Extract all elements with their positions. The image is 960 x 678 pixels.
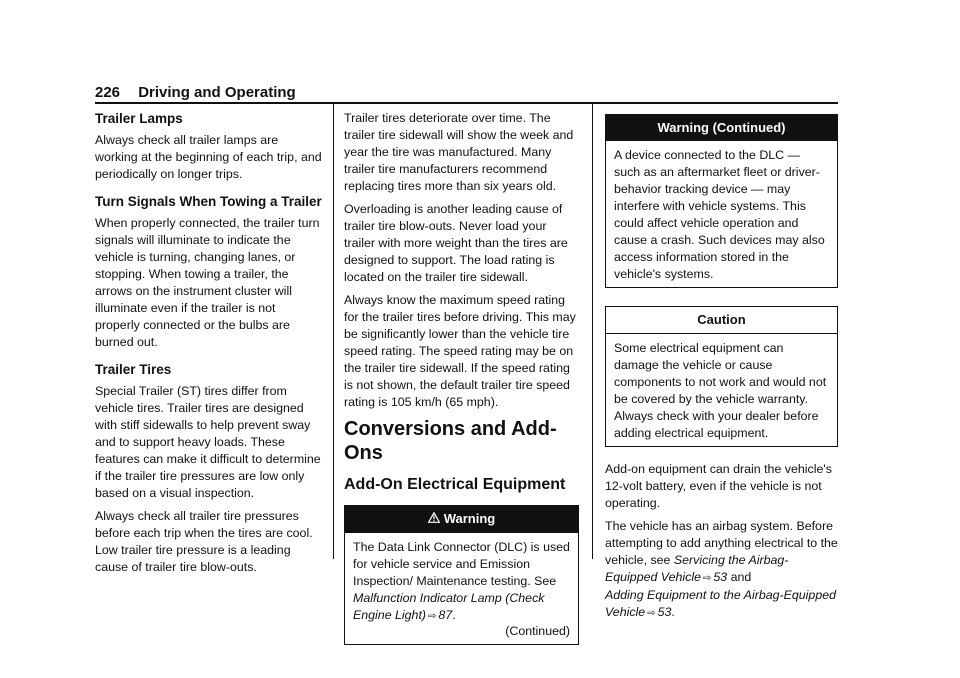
trailer-lamps-heading: Trailer Lamps: [95, 111, 183, 126]
battery-drain-text: Add-on equipment can drain the vehicle's 12-volt battery, even if the vehicle is not operating.: [605, 462, 832, 510]
section-title: Driving and Operating: [138, 84, 296, 101]
page-arrow-icon: ⇨: [703, 573, 712, 584]
adding-equipment-page-link[interactable]: 53: [657, 605, 672, 619]
warning-header: [345, 506, 578, 533]
airbag-text: [605, 518, 838, 622]
warning-body: The Data Link Connector (DLC) is used for vehicle service and Emission Inspection/ Maintenance testing. See Malfunction Indicator Lamp (Check Engine Light) ⇨ 87. (Continued): [353, 540, 570, 638]
warning-text: The Data Link Connector (DLC) is used for vehicle service and Emission Inspection/ Maintenance testing. See: [353, 540, 570, 588]
mil-page-link[interactable]: 87: [438, 608, 453, 622]
warning-continued-box: [605, 114, 838, 288]
mil-link[interactable]: Malfunction Indicator Lamp (Check Engine Light): [353, 591, 545, 622]
page-header: [95, 84, 296, 101]
caution-header: Caution: [606, 307, 837, 334]
adding-equipment-link[interactable]: Adding Equipment to the Airbag-Equipped Vehicle: [605, 588, 836, 619]
trailer-tires-heading: Trailer Tires: [95, 362, 172, 377]
column-1: [95, 110, 323, 582]
page-arrow-icon: ⇨: [647, 608, 656, 619]
column-divider-2: [592, 104, 593, 559]
page-number: 226: [95, 84, 121, 101]
caution-text: Some electrical equipment can damage the vehicle or cause components to not work and would not be covered by the vehicle warranty. Always check with your dealer before adding electrical equipment.: [614, 341, 827, 440]
tires-deteriorate-text: Trailer tires deteriorate over time. The trailer tire sidewall will show the week and year the tire was manufactured. Many trailer tire manufacturers recommend replacing tires more than six years old.: [344, 111, 574, 193]
page-arrow-icon: ⇨: [428, 611, 437, 622]
speed-rating-text: Always know the maximum speed rating for the trailer tires before driving. This may be significantly lower than the vehicle tire speed rating. The speed rating may be on the trailer tire sidewall. If the speed rating is not shown, the default trailer tire speed rating is 105 km/h (65 mph).: [344, 293, 576, 409]
add-on-electrical-heading: Add-On Electrical Equipment: [344, 476, 566, 493]
servicing-airbag-link[interactable]: Servicing the Airbag-Equipped Vehicle: [605, 553, 789, 584]
and-text: and: [727, 570, 752, 584]
conversions-heading: Conversions and Add-Ons: [344, 418, 557, 464]
turn-signals-heading: Turn Signals When Towing a Trailer: [95, 194, 322, 209]
overloading-text: Overloading is another leading cause of trailer tire blow-outs. Never load your trailer with more weight than the tires are designed to support. The load rating is located on the trailer tire sidewall.: [344, 202, 568, 284]
column-divider-1: [333, 104, 334, 559]
column-2: [344, 110, 579, 659]
header-rule: [95, 102, 838, 104]
period: .: [671, 605, 675, 619]
column-3: [605, 114, 838, 628]
trailer-tires-text-1: Special Trailer (ST) tires differ from vehicle tires. Trailer tires are designed with stiff sidewalls to help prevent sway and to support heavy loads. These features can make it difficult to determine if the trailer tire pressures are low only based on a visual inspection.: [95, 384, 321, 500]
continued-label: (Continued): [505, 624, 570, 638]
warning-triangle-icon: [428, 511, 440, 528]
warning-continued-text: A device connected to the DLC — such as an aftermarket fleet or driver-behavior tracking device — may interfere with vehicle systems. This could affect vehicle operation and cause a crash. Such devices may also access information stored in the vehicle's systems.: [614, 148, 825, 281]
warning-continued-header: Warning (Continued): [606, 115, 837, 141]
caution-box: [605, 306, 838, 447]
warning-title: Warning: [443, 511, 496, 526]
warning-box: [344, 505, 579, 645]
servicing-airbag-page-link[interactable]: 53: [713, 570, 728, 584]
airbag-text-body: The vehicle has an airbag system. Before attempting to add anything electrical to the vehicle, see: [605, 519, 838, 567]
trailer-tires-text-2: Always check all trailer tire pressures before each trip when the tires are cool. Low trailer tire pressure is a leading cause of trailer tire blow-outs.: [95, 509, 313, 574]
turn-signals-text: When properly connected, the trailer turn signals will illuminate to indicate the vehicle is turning, changing lanes, or stopping. When towing a trailer, the arrows on the instrument cluster will illuminate even if the trailer is not properly connected or the bulbs are burned out.: [95, 216, 320, 349]
trailer-lamps-text: Always check all trailer lamps are working at the beginning of each trip, and periodically on longer trips.: [95, 133, 322, 181]
